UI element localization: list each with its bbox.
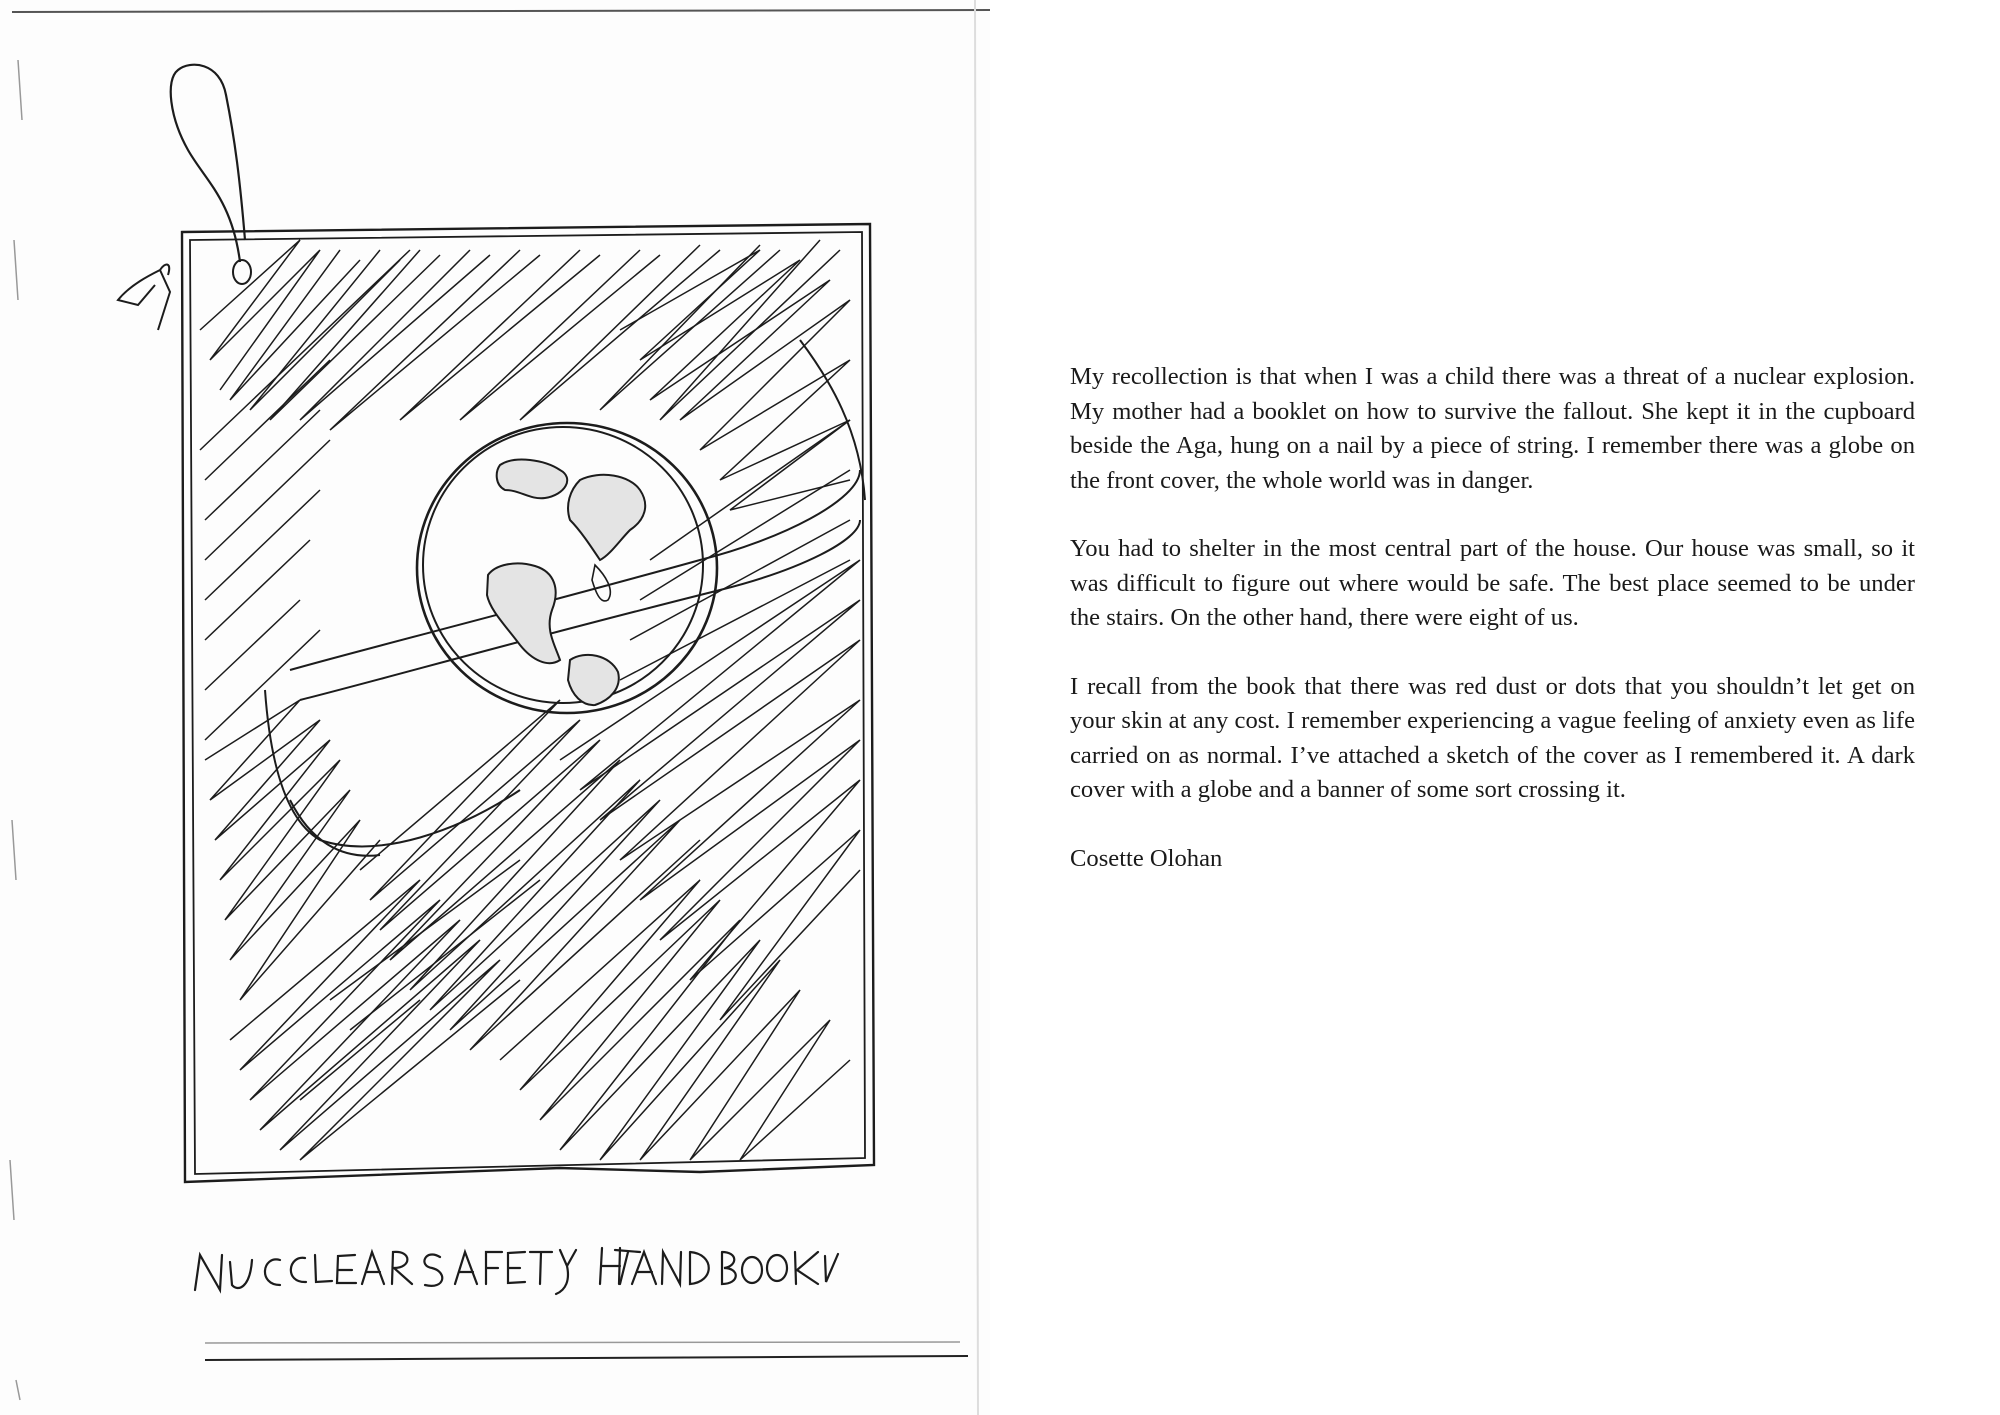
handwritten-cover-caption bbox=[195, 1248, 838, 1294]
banner bbox=[265, 340, 865, 856]
scan-marks bbox=[10, 60, 22, 1400]
scan-top-edge bbox=[12, 10, 990, 12]
author-signature: Cosette Olohan bbox=[1070, 844, 1223, 872]
bottom-rule-faint bbox=[205, 1342, 960, 1343]
recollection-text bbox=[1070, 360, 1915, 1360]
paragraph-1: My recollection is that when I was a child there was a threat of a nuclear explosion. My mother had a booklet on how to survive the fallout. She kept it in the cupboard beside the Aga, hung on a nail by a piece of string. I remember there was a globe on the front cover, the whole world was in danger. bbox=[1070, 363, 1915, 494]
paragraph-2: You had to shelter in the most central part of the house. Our house was small, so it was difficult to figure out where would be safe. The best place seemed to be under the stairs. On the other hand, there were eight of us. bbox=[1070, 535, 1915, 631]
string-bow bbox=[118, 265, 170, 330]
scanned-sketch-page bbox=[0, 0, 990, 1415]
paragraph-3: I recall from the book that there was red dust or dots that you shouldn’t let get on your skin at any cost. I remember experiencing a vague feeling of anxiety even as life carried on as normal. I’ve attached a sketch of the cover as I remembered it. A dark cover with a globe and a banner of some sort crossing it. bbox=[1070, 672, 1915, 803]
bottom-rule bbox=[205, 1356, 968, 1360]
scan-right-edge bbox=[975, 0, 978, 1415]
booklet-cover-sketch bbox=[0, 0, 990, 1415]
string-eyelet bbox=[233, 260, 251, 284]
